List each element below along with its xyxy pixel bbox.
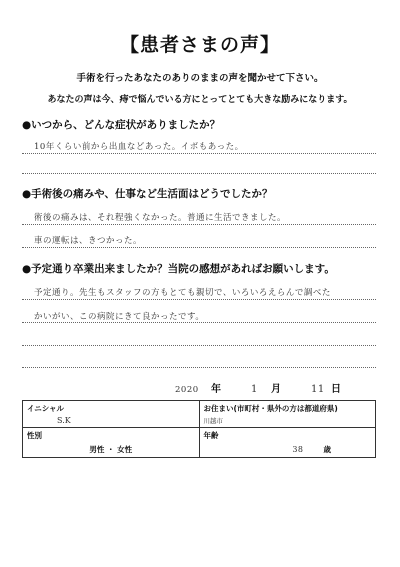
gender-options: 男性 ・ 女性 — [89, 445, 133, 454]
age-unit: 歳 — [323, 445, 331, 454]
age-value: 38 — [292, 445, 304, 454]
answer-line — [22, 173, 376, 174]
intro-line-1: 手術を行ったあなたのありのままの声を聞かせて下さい。 — [76, 73, 324, 84]
question-1-label: ●いつから、どんな症状がありましたか？ — [22, 119, 221, 131]
age-display — [204, 444, 372, 455]
answer-line — [22, 247, 376, 248]
date-month: 1 — [251, 384, 258, 395]
question-2-label: ●手術後の痛みや、仕事など生活面はどうでしたか？ — [22, 188, 273, 200]
page-title: 【患者さまの声】 — [119, 34, 280, 56]
initial-cell — [23, 401, 200, 428]
address-value: 川越市 — [203, 417, 223, 425]
respondent-info-table — [22, 400, 376, 458]
question-3-answer-2: かいがい、この病院にきて良かったです。 — [34, 312, 205, 322]
age-cell — [199, 428, 376, 458]
question-2-answer-1: 術後の痛みは、それ程強くなかった。普通に生活できました。 — [34, 213, 287, 223]
intro-line-2: あなたの声は今、痔で悩んでいる方にとってとても大きな励みになります。 — [47, 95, 353, 105]
gender-label: 性別 — [27, 431, 42, 440]
address-label: お住まい(市町村・県外の方は都道府県) — [203, 404, 338, 413]
answer-line — [22, 345, 376, 346]
date-year: 2020 — [175, 385, 199, 395]
date-day-label: 日 — [331, 384, 341, 395]
initial-value: S.K — [57, 416, 71, 425]
answer-line — [22, 367, 376, 368]
question-2-answer-2: 車の運転は、きつかった。 — [34, 236, 143, 246]
answer-line — [22, 153, 376, 154]
address-cell — [199, 401, 376, 428]
age-label: 年齢 — [203, 431, 219, 440]
date-day: 11 — [311, 384, 325, 395]
answer-line — [22, 224, 376, 225]
answer-line — [22, 299, 376, 300]
answer-line — [22, 322, 376, 323]
submission-date — [175, 380, 341, 395]
question-3-answer-1: 予定通り。先生もスタッフの方もとても親切で、いろいろえらんで調べた — [34, 288, 331, 298]
question-3-label: ●予定通り卒業出来ましたか？当院の感想があればお願いします。 — [22, 263, 335, 275]
date-month-label: 月 — [271, 384, 281, 395]
date-year-label: 年 — [211, 384, 221, 395]
question-1-answer-1: 10年くらい前から出血などあった。イボもあった。 — [34, 142, 244, 152]
initial-label: イニシャル — [27, 404, 65, 413]
gender-cell — [23, 428, 200, 458]
